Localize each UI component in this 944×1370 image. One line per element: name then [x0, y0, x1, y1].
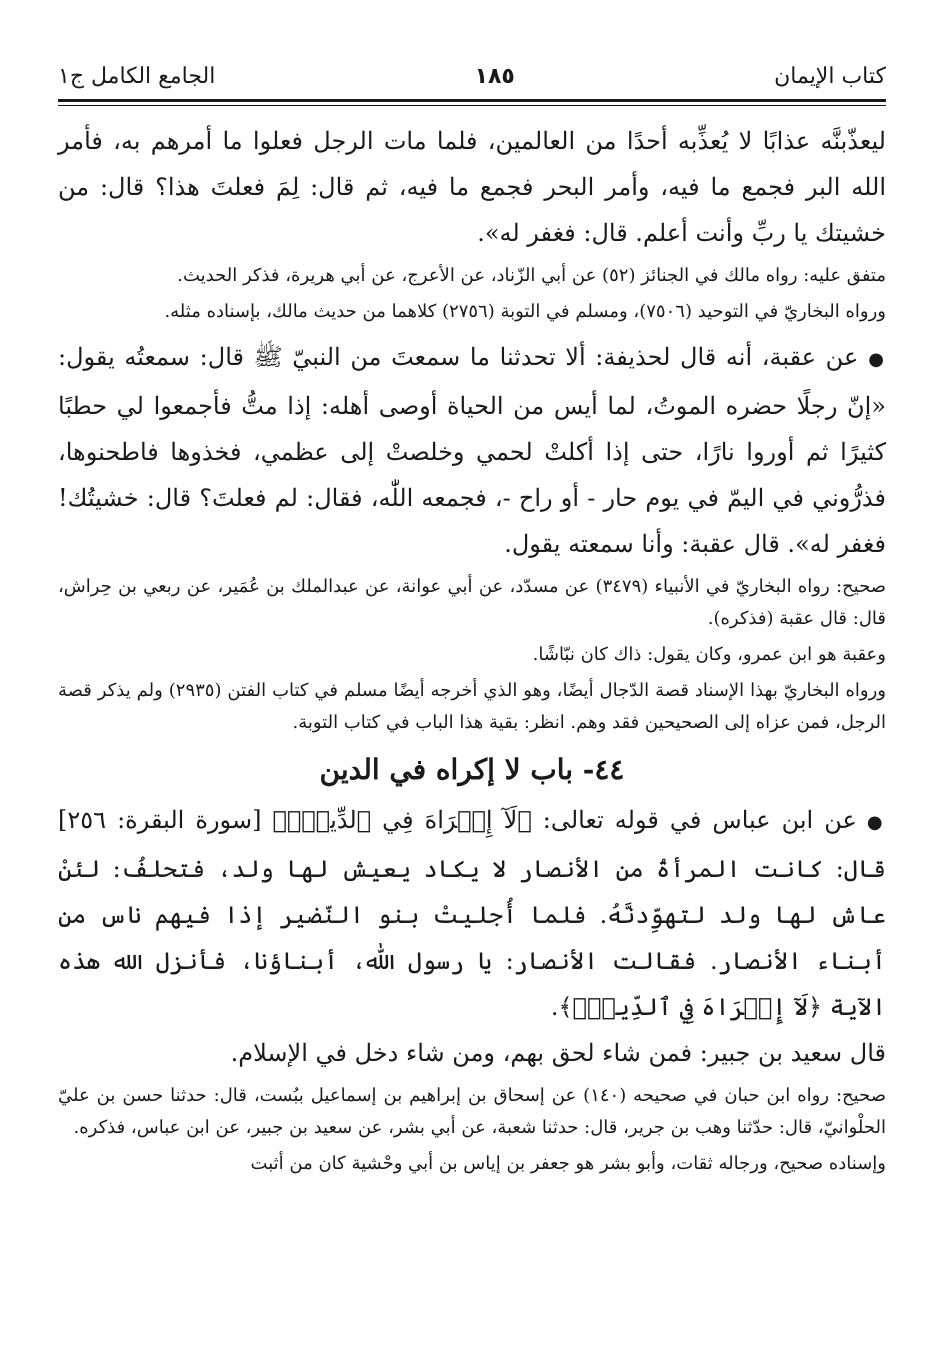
- book-volume-title: الجامع الكامل ج١: [58, 63, 216, 89]
- takhrij-note: صحيح: رواه ابن حبان في صحيحه (١٤٠) عن إسحاق بن إبراهيم بن إسماعيل ببُست، قال: حدثنا حسن بن عليّ الحلْوانيّ، قال: حدّثنا وهب بن جرير، قال: حدثنا شعبة، عن أبي بشر، عن سعيد بن جبير، عن ابن عباس، فذكره.: [58, 1085, 886, 1138]
- hadith-text: [58, 797, 886, 1030]
- chapter-heading: ٤٤- باب لا إكراه في الدين: [319, 753, 625, 786]
- page-number: ١٨٥: [474, 63, 515, 89]
- book-section-title: كتاب الإيمان: [774, 63, 886, 89]
- hadith-text: ليعذّبنَّه عذابًا لا يُعذِّبه أحدًا من العالمين، فلما مات الرجل فعلوا ما أمرهم به، فأمر الله البر فجمع ما فيه، وأمر البحر فجمع ما فيه، ثم قال: لِمَ فعلتَ هذا؟ قال: من خشيتك يا ربِّ وأنت أعلم. قال: فغفر له».: [58, 127, 886, 247]
- takhrij-note: وعقبة هو ابن عمرو، وكان يقول: ذاك كان نبّاشًا.: [532, 644, 886, 665]
- hadith-body: عن عقبة، أنه قال لحذيفة: ألا تحدثنا ما سمعتَ من النبيّ ﷺ قال: سمعتُه يقول: «إنّ رجلًا حضره الموتُ، لما أيس من الحياة أوصى أهله: إذا متُّ فأجمعوا لي حطبًا كثيرًا ثم أوروا نارًا، حتى إذا أكلتْ لحمي وخلصتْ إلى عظمي، فخذوها فاطحنوها، فذرُّوني في اليمّ في يوم حار - أو راح -، فجمعه اللّٰه، فقال: لم فعلتَ؟ قال: خشيتُك! فغفر له». قال عقبة: وأنا سمعته يقول.: [58, 343, 886, 558]
- takhrij-note: ورواه البخاريّ في التوحيد (٧٥٠٦)، ومسلم في التوبة (٢٧٥٦) كلاهما من حديث مالك، بإسناده مثله.: [164, 301, 886, 322]
- takhrij-note: متفق عليه: رواه مالك في الجنائز (٥٢) عن أبي الزّناد، عن الأعرج، عن أبي هريرة، فذكر الحديث.: [177, 265, 886, 286]
- header-rule-thick: [58, 99, 886, 102]
- hadith-text: قال سعيد بن جبير: فمن شاء لحق بهم، ومن شاء دخل في الإسلام.: [230, 1039, 886, 1067]
- bullet-icon: ●: [868, 349, 886, 370]
- hadith-body: عن ابن عباس في قوله تعالى: ﴿لَآ إِكۡرَاهَ فِي ٱلدِّينِۖ﴾ [سورة البقرة: ٢٥٦] قال: كانت المرأةُ من الأنصار لا يكاد يعيش لها ولد، فتحلفُ: لئنْ عاش لها ولد لتهوِّدنَّهُ. فلما أُجليتْ بنو النّضير إذا فيهم ناس من أبناء الأنصار. فقالت الأنصار: يا رسول اللّٰه، أبناؤنا، فأنزل الله هذه الآية ﴿لَآ إِكۡرَاهَ فِي ٱلدِّينِۖ﴾.: [58, 806, 887, 1021]
- page-body: [58, 118, 886, 1180]
- hadith-text: [58, 334, 886, 567]
- takhrij-note: صحيح: رواه البخاريّ في الأنبياء (٣٤٧٩) عن مسدّد، عن أبي عوانة، عن عبدالملك بن عُمَير، عن ربعي بن حِراش، قال: قال عقبة (فذكره).: [58, 576, 886, 629]
- bullet-icon: ●: [866, 812, 886, 833]
- takhrij-note: ورواه البخاريّ بهذا الإسناد قصة الدّجال أيضًا، وهو الذي أخرجه أيضًا مسلم في كتاب الفتن (٢٩٣٥) ولم يذكر قصة الرجل، فمن عزاه إلى الصحيحين فقد وهم. انظر: بقية هذا الباب في كتاب التوبة.: [58, 680, 886, 733]
- running-header: [58, 56, 886, 96]
- header-rule-thin: [58, 105, 886, 106]
- takhrij-note: وإسناده صحيح، ورجاله ثقات، وأبو بشر هو جعفر بن إياس بن أبي وحْشية كان من أثبت: [250, 1153, 886, 1174]
